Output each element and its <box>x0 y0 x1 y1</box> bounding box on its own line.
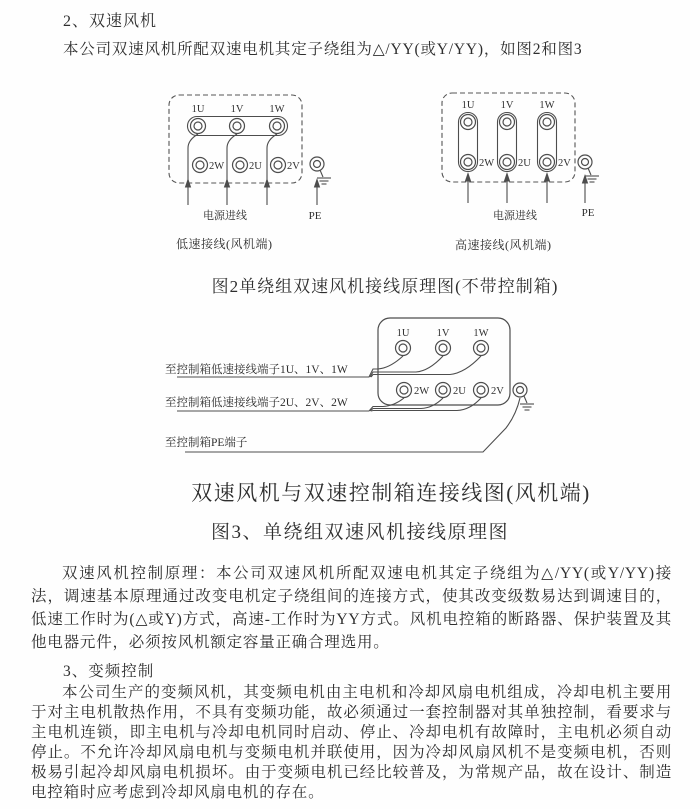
label-1v: 1V <box>500 100 514 111</box>
terminal-2u <box>233 158 248 173</box>
label-2v: 2V <box>491 386 504 397</box>
terminal-1w <box>474 341 489 356</box>
label-1w: 1W <box>473 328 489 339</box>
ground-icon <box>317 170 331 184</box>
terminal-1w <box>540 115 555 130</box>
section-2-intro: 本公司双速风机所配双速电机其定子绕组为△/YY(或Y/YY)，如图2和图3 <box>63 41 583 58</box>
pe-label: PE <box>308 210 322 222</box>
ground-icon <box>520 396 534 410</box>
lead-label-high-speed: 至控制箱低速接线端子2U、2V、2W <box>165 397 348 409</box>
fig3-caption: 图3、单绕组双速风机接线原理图 <box>210 522 509 543</box>
fig2-low-speed-diagram <box>158 88 353 260</box>
terminal-1w <box>270 119 285 134</box>
label-2v: 2V <box>287 161 300 172</box>
terminal-1v <box>230 119 245 134</box>
label-1u: 1U <box>461 100 475 111</box>
low-speed-caption: 低速接线(风机端) <box>176 237 273 251</box>
high-speed-caption: 高速接线(风机端) <box>455 238 552 252</box>
terminal-2w <box>193 158 208 173</box>
pe-wire <box>314 178 320 205</box>
terminal-1v <box>500 115 515 130</box>
terminal-2u <box>500 155 515 170</box>
vfd-control-paragraph: 本公司生产的变频风机，其变频电机由主电机和冷却风扇电机组成，冷却电机主要用于对主电机散热作用，不具有变频功能，故必须通过一套控制器对其单独控制，看要求与主电机连锁，即主电机与冷却电机同时启动、停止、冷却电机有故障时，主电机必须自动停止。不允许冷却风扇电机与变频电机并联使用，因为冷却风扇风机不是变频电机，否则极易引起冷却风扇电机损坏。由于变频电机已经比较普及，为常规产品，故在设计、制造电控箱时应考虑到冷却风扇电机的存在。 <box>31 684 672 801</box>
link-bar-3 <box>538 113 557 172</box>
label-1v: 1V <box>230 104 244 115</box>
pe-label: PE <box>581 207 595 219</box>
label-2w: 2W <box>414 386 430 397</box>
link-bar-1 <box>459 113 478 172</box>
power-wires <box>465 172 550 203</box>
label-2v: 2V <box>558 158 571 169</box>
terminal-1u <box>191 119 206 134</box>
fig2-high-speed-diagram <box>438 88 638 260</box>
terminal-2w <box>397 383 412 398</box>
label-1w: 1W <box>539 100 555 111</box>
label-1u: 1U <box>191 104 205 115</box>
fig3-main-title: 双速风机与双速控制箱连接线图(风机端) <box>191 481 591 505</box>
fig3-diagram <box>100 315 600 463</box>
power-wires <box>185 134 277 205</box>
fig2-caption: 图2单绕组双速风机接线原理图(不带控制箱) <box>211 277 559 296</box>
pe-terminal <box>513 383 527 397</box>
section-3-heading: 3、变频控制 <box>63 663 155 680</box>
label-1v: 1V <box>436 328 450 339</box>
terminal-2v <box>271 158 286 173</box>
terminal-2v <box>540 155 555 170</box>
label-1u: 1U <box>396 328 410 339</box>
terminal-1u <box>396 341 411 356</box>
link-bar-2 <box>498 113 517 172</box>
terminal-2u <box>436 383 451 398</box>
label-2w: 2W <box>479 158 495 169</box>
terminal-2w <box>461 155 476 170</box>
label-1w: 1W <box>269 104 285 115</box>
terminal-1u <box>461 115 476 130</box>
label-2w: 2W <box>209 161 225 172</box>
power-incoming-label: 电源进线 <box>203 210 247 222</box>
dual-speed-control-paragraph: 双速风机控制原理：本公司双速风机所配双速电机其定子绕组为△/YY(或Y/YY)接法，调速基本原理通过改变电机定子绕组间的连接方式，使其改变级数易达到调速目的，低速工作时为(△或Y)方式，高速-工作时为YY方式。风机电控箱的断路器、保护装置及其他电器元件，必须按风机额定容量正确合理选用。 <box>31 565 672 651</box>
terminal-2v <box>474 383 489 398</box>
label-2u: 2U <box>249 161 262 172</box>
pe-terminal <box>310 157 324 171</box>
label-2u: 2U <box>453 386 466 397</box>
power-incoming-label: 电源进线 <box>493 210 537 222</box>
pe-terminal <box>578 155 592 169</box>
section-2-heading: 2、双速风机 <box>63 13 158 30</box>
terminal-1v <box>436 341 451 356</box>
label-2u: 2U <box>518 158 531 169</box>
ground-icon <box>585 168 599 182</box>
pe-wire <box>582 174 588 203</box>
lead-label-pe: 至控制箱PE端子 <box>165 437 248 449</box>
lead-label-low-speed: 至控制箱低速接线端子1U、1V、1W <box>165 364 348 376</box>
